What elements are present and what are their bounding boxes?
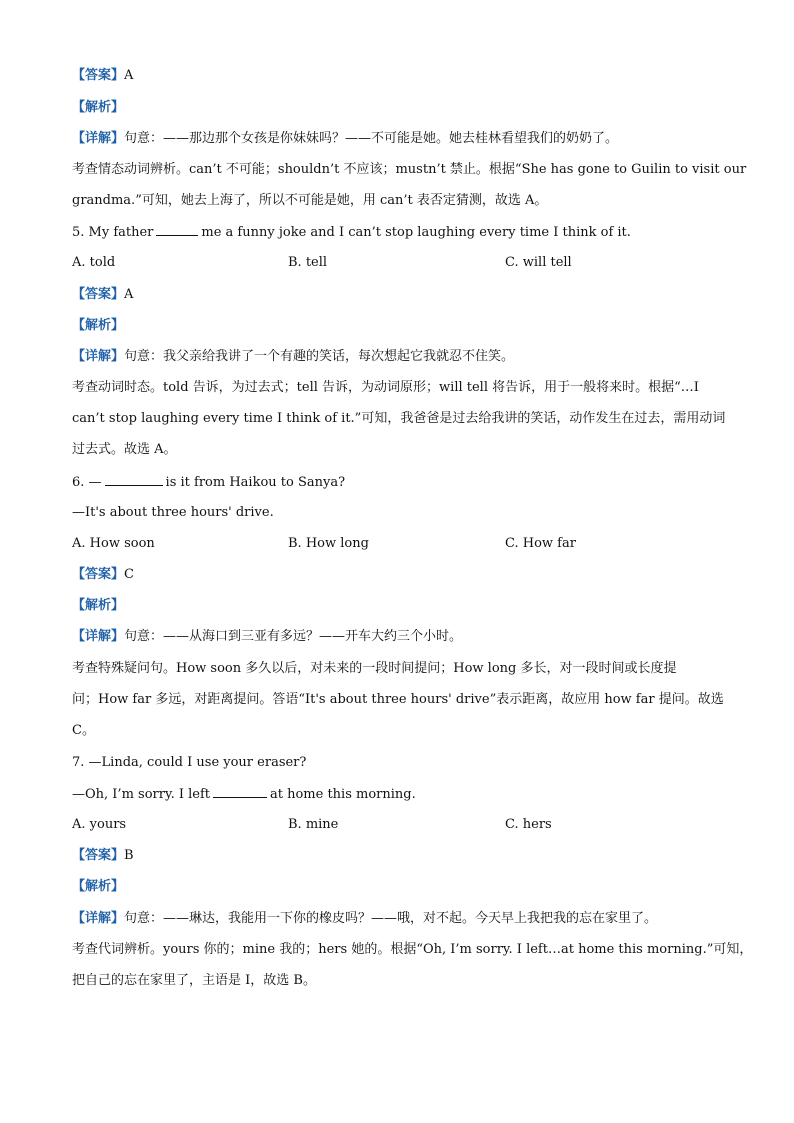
answer-tag: 【答案】 [72,68,125,83]
detail-text: 句意：——那边那个女孩是你妹妹吗？——不可能是她。她去桂林看望我们的奶奶了。 [124,131,619,146]
analysis-tag: 【解析】 [72,879,125,894]
q6-option-a: A. How soon [72,536,155,551]
q5-stem [72,223,734,242]
detail-tag: 【详解】 [72,131,125,146]
q6-option-b: B. How long [288,536,369,551]
detail-text: 句意：——从海口到三亚有多远？——开车大约三个小时。 [124,629,463,644]
q5-detail-line [72,348,734,366]
detail-text: 句意：我父亲给我讲了一个有趣的笑话，每次想起它我就忍不住笑。 [124,349,515,364]
q4-analysis-line [72,99,734,117]
q6-stem [72,473,734,492]
q7-detail-line [72,910,734,928]
q6-option-c: C. How far [505,536,576,551]
q6-stem-start: 6. — [72,475,102,490]
q4-explain-line-2: grandma.”可知，她去上海了，所以不可能是她，用 can’t 表否定猜测，故选 A。 [72,193,548,208]
q7-option-a: A. yours [72,817,127,832]
q7-reply [72,785,734,804]
q5-analysis-line [72,317,734,335]
answer-letter: A [124,68,134,83]
q6-explain-line-1: 考查特殊疑问句。How soon 多久以后，对未来的一段时间提问；How long 多长，对一段时间或长度提 [72,661,677,676]
q5-stem-end: me a funny joke and I can’t stop laughing every time I think of it. [201,225,631,240]
q5-option-c: C. will tell [505,255,572,270]
q6-reply: —It's about three hours' drive. [72,505,274,520]
answer-tag: 【答案】 [72,287,125,302]
q7-answer-line [72,847,734,865]
q5-answer-line [72,286,734,304]
q7-reply-end: at home this morning. [270,787,416,802]
analysis-tag: 【解析】 [72,100,125,115]
answer-letter: B [124,848,134,863]
answer-blank [105,473,163,486]
q7-reply-start: —Oh, I’m sorry. I left [72,787,210,802]
q6-detail-line [72,628,734,646]
detail-tag: 【详解】 [72,911,125,926]
q4-answer-line [72,67,734,85]
q5-explain-line-1: 考查动词时态。told 告诉，为过去式；tell 告诉，为动词原形；will tell 将告诉，用于一般将来时。根据“…I [72,380,699,395]
q6-explain-line-2: 问；How far 多远，对距离提问。答语“It's about three hours' drive”表示距离，故应用 how far 提问。故选 [72,692,724,707]
q6-explain-line-3: C。 [72,723,95,738]
q7-option-b: B. mine [288,817,339,832]
q5-option-b: B. tell [288,255,328,270]
q7-stem: 7. —Linda, could I use your eraser? [72,755,307,770]
q4-explain-line-1: 考查情态动词辨析。can’t 不可能；shouldn’t 不应该；mustn’t 禁止。根据“She has gone to Guilin to visit our [72,162,747,177]
q7-explain-line-1: 考查代词辨析。yours 你的；mine 我的；hers 她的。根据“Oh, I’m sorry. I left…at home this morning.”可知， [72,942,753,957]
answer-blank [213,785,267,798]
q5-option-a: A. told [72,255,116,270]
q5-explain-line-2: can’t stop laughing every time I think of it.”可知，我爸爸是过去给我讲的笑话，动作发生在过去，需用动词 [72,411,726,426]
q7-option-c: C. hers [505,817,552,832]
q6-stem-end: is it from Haikou to Sanya? [165,475,346,490]
q4-detail-line [72,130,734,148]
analysis-tag: 【解析】 [72,598,125,613]
detail-text: 句意：——琳达，我能用一下你的橡皮吗？——哦，对不起。今天早上我把我的忘在家里了。 [124,911,658,926]
q7-explain-line-2: 把自己的忘在家里了，主语是 I，故选 B。 [72,973,316,988]
answer-tag: 【答案】 [72,567,125,582]
answer-letter: C [124,567,134,582]
detail-tag: 【详解】 [72,629,125,644]
analysis-tag: 【解析】 [72,318,125,333]
answer-blank [156,223,198,236]
q5-stem-start: 5. My father [72,225,154,240]
detail-tag: 【详解】 [72,349,125,364]
q6-analysis-line [72,597,734,615]
answer-letter: A [124,287,134,302]
answer-tag: 【答案】 [72,848,125,863]
q5-explain-line-3: 过去式。故选 A。 [72,442,177,457]
q7-analysis-line [72,878,734,896]
q6-answer-line [72,566,734,584]
